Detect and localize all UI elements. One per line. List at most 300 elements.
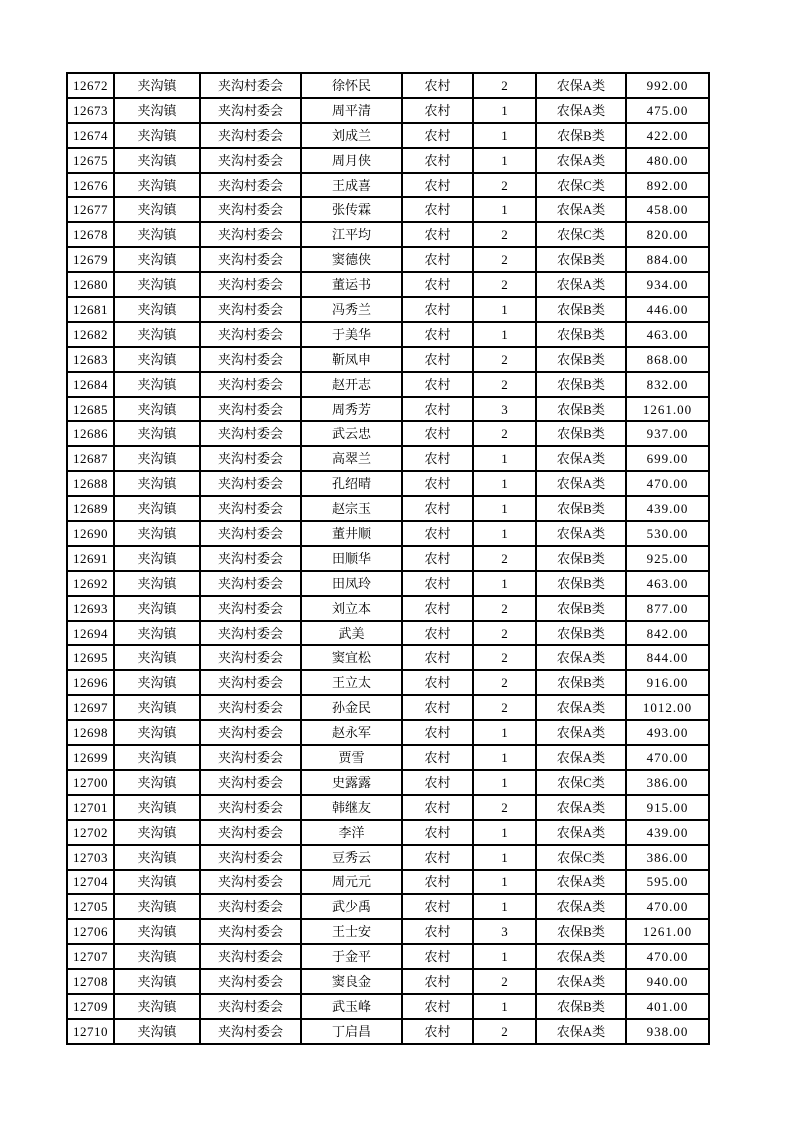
cell-amount: 916.00: [626, 670, 709, 695]
cell-amount: 699.00: [626, 446, 709, 471]
cell-area-type: 农村: [402, 795, 473, 820]
cell-town: 夹沟镇: [114, 745, 200, 770]
cell-serial-number: 12675: [67, 148, 114, 173]
cell-insurance-category: 农保B类: [536, 546, 626, 571]
cell-village-committee: 夹沟村委会: [200, 421, 301, 446]
cell-person-name: 赵开志: [301, 372, 402, 397]
cell-amount: 1261.00: [626, 397, 709, 422]
cell-area-type: 农村: [402, 621, 473, 646]
cell-person-name: 周秀芳: [301, 397, 402, 422]
cell-town: 夹沟镇: [114, 1019, 200, 1044]
cell-person-name: 孙金民: [301, 695, 402, 720]
cell-village-committee: 夹沟村委会: [200, 870, 301, 895]
cell-area-type: 农村: [402, 994, 473, 1019]
cell-amount: 934.00: [626, 272, 709, 297]
cell-amount: 386.00: [626, 770, 709, 795]
cell-town: 夹沟镇: [114, 670, 200, 695]
cell-village-committee: 夹沟村委会: [200, 894, 301, 919]
cell-area-type: 农村: [402, 845, 473, 870]
cell-area-type: 农村: [402, 695, 473, 720]
cell-village-committee: 夹沟村委会: [200, 397, 301, 422]
table-row: [67, 397, 709, 422]
cell-amount: 470.00: [626, 944, 709, 969]
cell-serial-number: 12673: [67, 98, 114, 123]
table-row: [67, 197, 709, 222]
cell-serial-number: 12708: [67, 969, 114, 994]
cell-insurance-category: 农保B类: [536, 596, 626, 621]
table-row: [67, 73, 709, 98]
table-row: [67, 247, 709, 272]
table-row: [67, 496, 709, 521]
cell-person-name: 武云忠: [301, 421, 402, 446]
cell-insurance-category: 农保A类: [536, 870, 626, 895]
cell-area-type: 农村: [402, 870, 473, 895]
table-row: [67, 919, 709, 944]
cell-person-count: 1: [473, 446, 536, 471]
table-row: [67, 297, 709, 322]
cell-insurance-category: 农保B类: [536, 397, 626, 422]
cell-area-type: 农村: [402, 98, 473, 123]
cell-town: 夹沟镇: [114, 795, 200, 820]
table-row: [67, 148, 709, 173]
cell-serial-number: 12709: [67, 994, 114, 1019]
cell-town: 夹沟镇: [114, 596, 200, 621]
table-row: [67, 645, 709, 670]
cell-village-committee: 夹沟村委会: [200, 795, 301, 820]
cell-person-count: 2: [473, 670, 536, 695]
cell-serial-number: 12689: [67, 496, 114, 521]
cell-town: 夹沟镇: [114, 820, 200, 845]
cell-insurance-category: 农保B类: [536, 621, 626, 646]
cell-insurance-category: 农保A类: [536, 521, 626, 546]
table-body: [67, 73, 709, 1044]
cell-person-name: 王立太: [301, 670, 402, 695]
cell-area-type: 农村: [402, 820, 473, 845]
cell-person-name: 周元元: [301, 870, 402, 895]
table-row: [67, 521, 709, 546]
cell-insurance-category: 农保C类: [536, 173, 626, 198]
cell-town: 夹沟镇: [114, 247, 200, 272]
cell-amount: 493.00: [626, 720, 709, 745]
cell-insurance-category: 农保B类: [536, 123, 626, 148]
table-row: [67, 421, 709, 446]
cell-person-count: 1: [473, 496, 536, 521]
cell-village-committee: 夹沟村委会: [200, 471, 301, 496]
cell-village-committee: 夹沟村委会: [200, 173, 301, 198]
cell-person-count: 2: [473, 272, 536, 297]
cell-town: 夹沟镇: [114, 870, 200, 895]
cell-person-count: 2: [473, 1019, 536, 1044]
cell-insurance-category: 农保B类: [536, 571, 626, 596]
table-row: [67, 770, 709, 795]
cell-person-name: 徐怀民: [301, 73, 402, 98]
cell-town: 夹沟镇: [114, 222, 200, 247]
cell-area-type: 农村: [402, 496, 473, 521]
cell-insurance-category: 农保A类: [536, 1019, 626, 1044]
cell-person-count: 1: [473, 98, 536, 123]
cell-person-count: 2: [473, 73, 536, 98]
cell-insurance-category: 农保C类: [536, 845, 626, 870]
cell-area-type: 农村: [402, 770, 473, 795]
cell-person-count: 1: [473, 745, 536, 770]
cell-town: 夹沟镇: [114, 770, 200, 795]
cell-amount: 892.00: [626, 173, 709, 198]
table-row: [67, 372, 709, 397]
cell-serial-number: 12700: [67, 770, 114, 795]
cell-amount: 475.00: [626, 98, 709, 123]
cell-amount: 877.00: [626, 596, 709, 621]
cell-person-count: 1: [473, 770, 536, 795]
table-row: [67, 820, 709, 845]
cell-village-committee: 夹沟村委会: [200, 98, 301, 123]
cell-insurance-category: 农保A类: [536, 695, 626, 720]
cell-person-name: 董运书: [301, 272, 402, 297]
cell-serial-number: 12698: [67, 720, 114, 745]
table-row: [67, 969, 709, 994]
cell-village-committee: 夹沟村委会: [200, 496, 301, 521]
cell-insurance-category: 农保A类: [536, 944, 626, 969]
cell-area-type: 农村: [402, 1019, 473, 1044]
cell-area-type: 农村: [402, 546, 473, 571]
cell-area-type: 农村: [402, 148, 473, 173]
cell-amount: 463.00: [626, 322, 709, 347]
cell-town: 夹沟镇: [114, 173, 200, 198]
cell-amount: 820.00: [626, 222, 709, 247]
cell-town: 夹沟镇: [114, 397, 200, 422]
cell-person-name: 窦宜松: [301, 645, 402, 670]
cell-person-count: 2: [473, 421, 536, 446]
cell-amount: 1261.00: [626, 919, 709, 944]
cell-person-count: 2: [473, 969, 536, 994]
cell-village-committee: 夹沟村委会: [200, 820, 301, 845]
cell-serial-number: 12686: [67, 421, 114, 446]
table-row: [67, 695, 709, 720]
cell-village-committee: 夹沟村委会: [200, 969, 301, 994]
cell-amount: 595.00: [626, 870, 709, 895]
cell-town: 夹沟镇: [114, 372, 200, 397]
cell-area-type: 农村: [402, 123, 473, 148]
cell-person-count: 1: [473, 197, 536, 222]
cell-person-count: 2: [473, 372, 536, 397]
cell-area-type: 农村: [402, 645, 473, 670]
table-row: [67, 621, 709, 646]
cell-person-name: 武美: [301, 621, 402, 646]
cell-village-committee: 夹沟村委会: [200, 770, 301, 795]
cell-amount: 480.00: [626, 148, 709, 173]
cell-person-count: 1: [473, 322, 536, 347]
cell-person-count: 2: [473, 621, 536, 646]
cell-serial-number: 12697: [67, 695, 114, 720]
cell-insurance-category: 农保A类: [536, 272, 626, 297]
cell-person-count: 2: [473, 173, 536, 198]
cell-person-name: 冯秀兰: [301, 297, 402, 322]
cell-town: 夹沟镇: [114, 148, 200, 173]
cell-insurance-category: 农保A类: [536, 471, 626, 496]
cell-serial-number: 12710: [67, 1019, 114, 1044]
cell-town: 夹沟镇: [114, 894, 200, 919]
cell-amount: 470.00: [626, 745, 709, 770]
cell-area-type: 农村: [402, 247, 473, 272]
cell-serial-number: 12707: [67, 944, 114, 969]
cell-insurance-category: 农保A类: [536, 820, 626, 845]
cell-person-count: 2: [473, 645, 536, 670]
cell-insurance-category: 农保C类: [536, 222, 626, 247]
cell-town: 夹沟镇: [114, 73, 200, 98]
cell-area-type: 农村: [402, 297, 473, 322]
cell-village-committee: 夹沟村委会: [200, 994, 301, 1019]
cell-town: 夹沟镇: [114, 645, 200, 670]
cell-person-name: 武少禹: [301, 894, 402, 919]
cell-village-committee: 夹沟村委会: [200, 645, 301, 670]
cell-village-committee: 夹沟村委会: [200, 222, 301, 247]
cell-village-committee: 夹沟村委会: [200, 347, 301, 372]
table-row: [67, 1019, 709, 1044]
cell-town: 夹沟镇: [114, 944, 200, 969]
cell-person-name: 赵宗玉: [301, 496, 402, 521]
cell-village-committee: 夹沟村委会: [200, 148, 301, 173]
cell-serial-number: 12683: [67, 347, 114, 372]
cell-insurance-category: 农保A类: [536, 795, 626, 820]
cell-village-committee: 夹沟村委会: [200, 695, 301, 720]
cell-person-name: 豆秀云: [301, 845, 402, 870]
cell-serial-number: 12703: [67, 845, 114, 870]
cell-area-type: 农村: [402, 173, 473, 198]
cell-amount: 439.00: [626, 496, 709, 521]
cell-area-type: 农村: [402, 596, 473, 621]
cell-person-count: 2: [473, 546, 536, 571]
cell-village-committee: 夹沟村委会: [200, 123, 301, 148]
cell-town: 夹沟镇: [114, 521, 200, 546]
cell-town: 夹沟镇: [114, 969, 200, 994]
cell-person-name: 李洋: [301, 820, 402, 845]
cell-insurance-category: 农保B类: [536, 919, 626, 944]
cell-area-type: 农村: [402, 372, 473, 397]
cell-person-count: 3: [473, 919, 536, 944]
cell-serial-number: 12684: [67, 372, 114, 397]
cell-town: 夹沟镇: [114, 297, 200, 322]
cell-serial-number: 12687: [67, 446, 114, 471]
cell-serial-number: 12678: [67, 222, 114, 247]
cell-amount: 470.00: [626, 894, 709, 919]
cell-area-type: 农村: [402, 894, 473, 919]
cell-person-count: 2: [473, 795, 536, 820]
cell-person-name: 靳凤申: [301, 347, 402, 372]
cell-area-type: 农村: [402, 745, 473, 770]
cell-person-count: 1: [473, 894, 536, 919]
cell-person-name: 武玉峰: [301, 994, 402, 1019]
cell-serial-number: 12705: [67, 894, 114, 919]
cell-person-count: 1: [473, 297, 536, 322]
cell-serial-number: 12702: [67, 820, 114, 845]
cell-insurance-category: 农保C类: [536, 770, 626, 795]
cell-serial-number: 12691: [67, 546, 114, 571]
cell-amount: 925.00: [626, 546, 709, 571]
cell-town: 夹沟镇: [114, 98, 200, 123]
cell-amount: 842.00: [626, 621, 709, 646]
cell-insurance-category: 农保A类: [536, 197, 626, 222]
table-row: [67, 446, 709, 471]
cell-area-type: 农村: [402, 322, 473, 347]
cell-serial-number: 12685: [67, 397, 114, 422]
cell-amount: 463.00: [626, 571, 709, 596]
cell-town: 夹沟镇: [114, 322, 200, 347]
cell-person-count: 1: [473, 870, 536, 895]
cell-person-name: 董井顺: [301, 521, 402, 546]
cell-village-committee: 夹沟村委会: [200, 571, 301, 596]
cell-person-name: 王士安: [301, 919, 402, 944]
cell-person-count: 2: [473, 695, 536, 720]
cell-amount: 1012.00: [626, 695, 709, 720]
cell-person-count: 1: [473, 123, 536, 148]
cell-area-type: 农村: [402, 347, 473, 372]
cell-insurance-category: 农保A类: [536, 745, 626, 770]
cell-insurance-category: 农保A类: [536, 73, 626, 98]
cell-person-name: 江平均: [301, 222, 402, 247]
cell-insurance-category: 农保B类: [536, 347, 626, 372]
cell-amount: 940.00: [626, 969, 709, 994]
table-row: [67, 222, 709, 247]
cell-serial-number: 12694: [67, 621, 114, 646]
cell-town: 夹沟镇: [114, 919, 200, 944]
cell-village-committee: 夹沟村委会: [200, 720, 301, 745]
cell-person-count: 2: [473, 347, 536, 372]
cell-person-name: 于美华: [301, 322, 402, 347]
cell-serial-number: 12692: [67, 571, 114, 596]
table-row: [67, 944, 709, 969]
cell-person-count: 1: [473, 571, 536, 596]
cell-serial-number: 12690: [67, 521, 114, 546]
cell-amount: 832.00: [626, 372, 709, 397]
cell-village-committee: 夹沟村委会: [200, 521, 301, 546]
cell-person-count: 1: [473, 944, 536, 969]
table-row: [67, 845, 709, 870]
cell-town: 夹沟镇: [114, 621, 200, 646]
cell-serial-number: 12696: [67, 670, 114, 695]
cell-town: 夹沟镇: [114, 695, 200, 720]
cell-person-name: 刘立本: [301, 596, 402, 621]
cell-insurance-category: 农保A类: [536, 148, 626, 173]
cell-town: 夹沟镇: [114, 421, 200, 446]
cell-amount: 938.00: [626, 1019, 709, 1044]
cell-village-committee: 夹沟村委会: [200, 297, 301, 322]
cell-village-committee: 夹沟村委会: [200, 197, 301, 222]
cell-town: 夹沟镇: [114, 845, 200, 870]
cell-village-committee: 夹沟村委会: [200, 670, 301, 695]
cell-insurance-category: 农保A类: [536, 969, 626, 994]
cell-person-name: 王成喜: [301, 173, 402, 198]
cell-insurance-category: 农保B类: [536, 322, 626, 347]
cell-amount: 458.00: [626, 197, 709, 222]
cell-serial-number: 12688: [67, 471, 114, 496]
cell-village-committee: 夹沟村委会: [200, 372, 301, 397]
table-row: [67, 322, 709, 347]
cell-amount: 439.00: [626, 820, 709, 845]
cell-person-name: 田凤玲: [301, 571, 402, 596]
cell-area-type: 农村: [402, 446, 473, 471]
table-row: [67, 994, 709, 1019]
cell-serial-number: 12674: [67, 123, 114, 148]
table-row: [67, 745, 709, 770]
cell-town: 夹沟镇: [114, 546, 200, 571]
cell-area-type: 农村: [402, 670, 473, 695]
cell-village-committee: 夹沟村委会: [200, 73, 301, 98]
cell-town: 夹沟镇: [114, 471, 200, 496]
cell-village-committee: 夹沟村委会: [200, 845, 301, 870]
cell-serial-number: 12695: [67, 645, 114, 670]
table-row: [67, 546, 709, 571]
cell-person-name: 史露露: [301, 770, 402, 795]
cell-serial-number: 12704: [67, 870, 114, 895]
cell-area-type: 农村: [402, 272, 473, 297]
cell-amount: 844.00: [626, 645, 709, 670]
cell-town: 夹沟镇: [114, 347, 200, 372]
cell-amount: 992.00: [626, 73, 709, 98]
cell-amount: 446.00: [626, 297, 709, 322]
cell-area-type: 农村: [402, 471, 473, 496]
cell-town: 夹沟镇: [114, 994, 200, 1019]
cell-person-name: 韩继友: [301, 795, 402, 820]
cell-town: 夹沟镇: [114, 720, 200, 745]
cell-area-type: 农村: [402, 944, 473, 969]
cell-person-count: 1: [473, 994, 536, 1019]
cell-town: 夹沟镇: [114, 123, 200, 148]
cell-person-count: 1: [473, 845, 536, 870]
cell-amount: 868.00: [626, 347, 709, 372]
cell-insurance-category: 农保B类: [536, 297, 626, 322]
cell-insurance-category: 农保B类: [536, 247, 626, 272]
cell-village-committee: 夹沟村委会: [200, 944, 301, 969]
cell-area-type: 农村: [402, 421, 473, 446]
table-row: [67, 347, 709, 372]
cell-serial-number: 12680: [67, 272, 114, 297]
table-row: [67, 173, 709, 198]
cell-serial-number: 12679: [67, 247, 114, 272]
table-row: [67, 870, 709, 895]
table-row: [67, 894, 709, 919]
cell-town: 夹沟镇: [114, 496, 200, 521]
cell-person-name: 窦良金: [301, 969, 402, 994]
cell-person-name: 张传霖: [301, 197, 402, 222]
cell-amount: 530.00: [626, 521, 709, 546]
cell-person-name: 丁启昌: [301, 1019, 402, 1044]
cell-insurance-category: 农保A类: [536, 720, 626, 745]
cell-town: 夹沟镇: [114, 197, 200, 222]
cell-serial-number: 12693: [67, 596, 114, 621]
cell-person-name: 高翠兰: [301, 446, 402, 471]
cell-village-committee: 夹沟村委会: [200, 1019, 301, 1044]
cell-village-committee: 夹沟村委会: [200, 322, 301, 347]
cell-amount: 915.00: [626, 795, 709, 820]
cell-area-type: 农村: [402, 73, 473, 98]
cell-village-committee: 夹沟村委会: [200, 546, 301, 571]
cell-amount: 386.00: [626, 845, 709, 870]
cell-serial-number: 12699: [67, 745, 114, 770]
cell-insurance-category: 农保B类: [536, 421, 626, 446]
cell-person-name: 周平清: [301, 98, 402, 123]
cell-insurance-category: 农保A类: [536, 894, 626, 919]
cell-village-committee: 夹沟村委会: [200, 745, 301, 770]
cell-amount: 401.00: [626, 994, 709, 1019]
cell-amount: 470.00: [626, 471, 709, 496]
cell-village-committee: 夹沟村委会: [200, 247, 301, 272]
cell-insurance-category: 农保B类: [536, 496, 626, 521]
cell-town: 夹沟镇: [114, 571, 200, 596]
table-row: [67, 123, 709, 148]
cell-person-count: 1: [473, 471, 536, 496]
cell-person-name: 田顺华: [301, 546, 402, 571]
cell-insurance-category: 农保A类: [536, 98, 626, 123]
cell-area-type: 农村: [402, 397, 473, 422]
